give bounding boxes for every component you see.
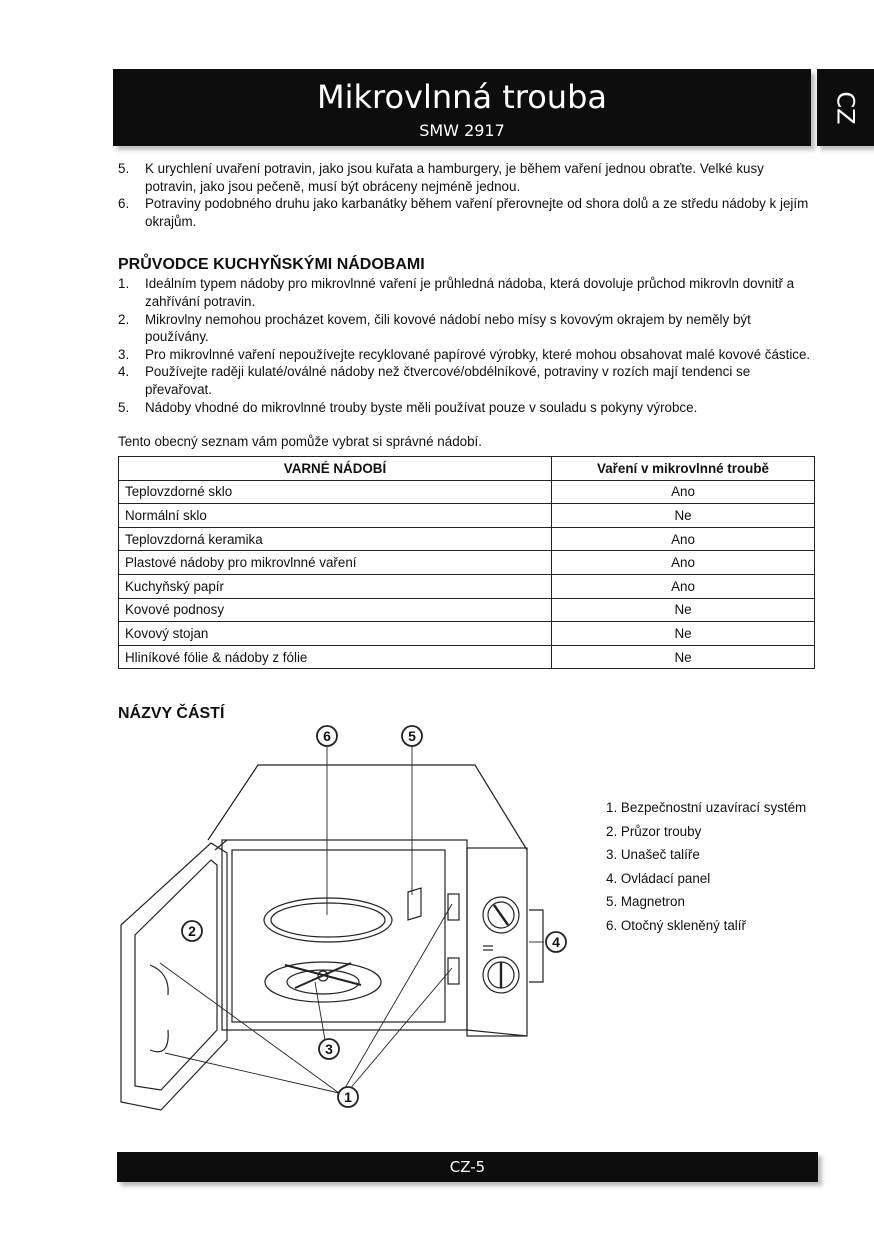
parts-legend (606, 796, 806, 937)
list-item: 5. Nádoby vhodné do mikrovlnné trouby byste měli používat pouze v souladu s pokyny výrobce. (118, 399, 698, 415)
list-item: 1. Bezpečnostní uzavírací systém (606, 800, 807, 815)
table-row (119, 480, 815, 504)
cookware-name: Kovové podnosy (119, 598, 552, 622)
cookware-name: Kovový stojan (119, 622, 552, 646)
cookware-suitability: Ne (552, 645, 815, 669)
table-row (119, 551, 815, 575)
section-title-parts: NÁZVY ČÁSTÍ (118, 705, 225, 722)
callout-lines (160, 746, 544, 1093)
callout-label: 5 (408, 728, 416, 744)
callout-6 (317, 726, 337, 746)
list-item: 6. Otočný skleněný talíř (606, 917, 746, 933)
table-row (119, 574, 815, 598)
table-row (119, 645, 815, 669)
document-title: Mikrovlnná trouba (316, 78, 607, 116)
table-header-row (119, 457, 815, 481)
intro-list (118, 160, 818, 230)
callout-1 (338, 1087, 358, 1107)
callout-5 (402, 726, 422, 746)
language-label: CZ (831, 90, 860, 125)
guide-note: Tento obecný seznam vám pomůže vybrat si správné nádobí. (118, 434, 482, 450)
column-header: Vaření v mikrovlnné troubě (552, 457, 815, 481)
list-item: 3. Pro mikrovlnné vaření nepoužívejte recyklované papírové výrobky, které mohou obsahovat malé kovové částice. (118, 346, 811, 362)
cookware-name: Normální sklo (119, 504, 552, 528)
list-item: 5. K urychlení uvaření potravin, jako jsou kuřata a hamburgery, je během vaření jednou obraťte. Velké kusy potravin, jako jsou pečeně, musí být obráceny nejméně jednou. (118, 161, 764, 194)
table-row (119, 527, 815, 551)
microwave-diagram (115, 720, 575, 1120)
column-header: VARNÉ NÁDOBÍ (119, 457, 552, 481)
list-item: 3. Unašeč talíře (606, 847, 700, 862)
list-item: 6. Potraviny podobného druhu jako karbanátky během vaření přerovnejte od shora dolů a ze středu nádoby k jejím okrajům. (118, 196, 809, 229)
cookware-suitability: Ne (552, 622, 815, 646)
cookware-suitability: Ne (552, 598, 815, 622)
table-row (119, 504, 815, 528)
cookware-suitability: Ano (552, 574, 815, 598)
cookware-name: Teplovzdorná keramika (119, 527, 552, 551)
callout-label: 6 (323, 728, 331, 744)
cookware-name: Hliníkové fólie & nádoby z fólie (119, 645, 552, 669)
cookware-suitability: Ano (552, 551, 815, 575)
callout-4 (546, 932, 566, 952)
list-item: 5. Magnetron (606, 894, 685, 909)
list-item: 2. Mikrovlny nemohou procházet kovem, čili kovové nádobí nebo mísy s kovovým okrajem by neměly být používány. (118, 311, 751, 345)
page-footer (117, 1152, 818, 1182)
page-header (113, 69, 811, 146)
language-tab (817, 69, 874, 146)
table-row (119, 622, 815, 646)
cookware-name: Kuchyňský papír (119, 574, 552, 598)
main-content (118, 160, 818, 451)
turntable-support (265, 962, 381, 1002)
cookware-suitability: Ano (552, 527, 815, 551)
microwave-body (208, 765, 543, 1036)
table-row (119, 598, 815, 622)
callout-label: 1 (344, 1089, 352, 1105)
list-item: 1. Ideálním typem nádoby pro mikrovlnné vaření je průhledná nádoba, která dovoluje průchod mikrovln dovnitř a zahřívání potravin. (118, 276, 795, 309)
list-item: 4. Používejte raději kulaté/oválné nádoby než čtvercové/obdélníkové, potraviny v rozích mají tendenci se převařovat. (118, 364, 751, 397)
callout-3 (319, 1039, 339, 1059)
cookware-suitability: Ano (552, 480, 815, 504)
model-number: SMW 2917 (419, 121, 505, 140)
cookware-name: Teplovzdorné sklo (119, 480, 552, 504)
callout-label: 3 (325, 1041, 333, 1057)
cookware-table (118, 456, 815, 669)
oven-door (121, 840, 227, 1110)
callout-label: 4 (552, 934, 560, 950)
glass-turntable (264, 898, 392, 942)
cookware-name: Plastové nádoby pro mikrovlnné vaření (119, 551, 552, 575)
guide-list (118, 275, 818, 416)
cookware-suitability: Ne (552, 504, 815, 528)
list-item: 4. Ovládací panel (606, 870, 711, 886)
section-title-guide: PRŮVODCE KUCHYŇSKÝMI NÁDOBAMI (118, 256, 425, 274)
page-number: CZ-5 (449, 1158, 486, 1176)
callout-label: 2 (188, 923, 196, 939)
callout-2 (182, 921, 202, 941)
list-item: 2. Průzor trouby (606, 823, 702, 839)
